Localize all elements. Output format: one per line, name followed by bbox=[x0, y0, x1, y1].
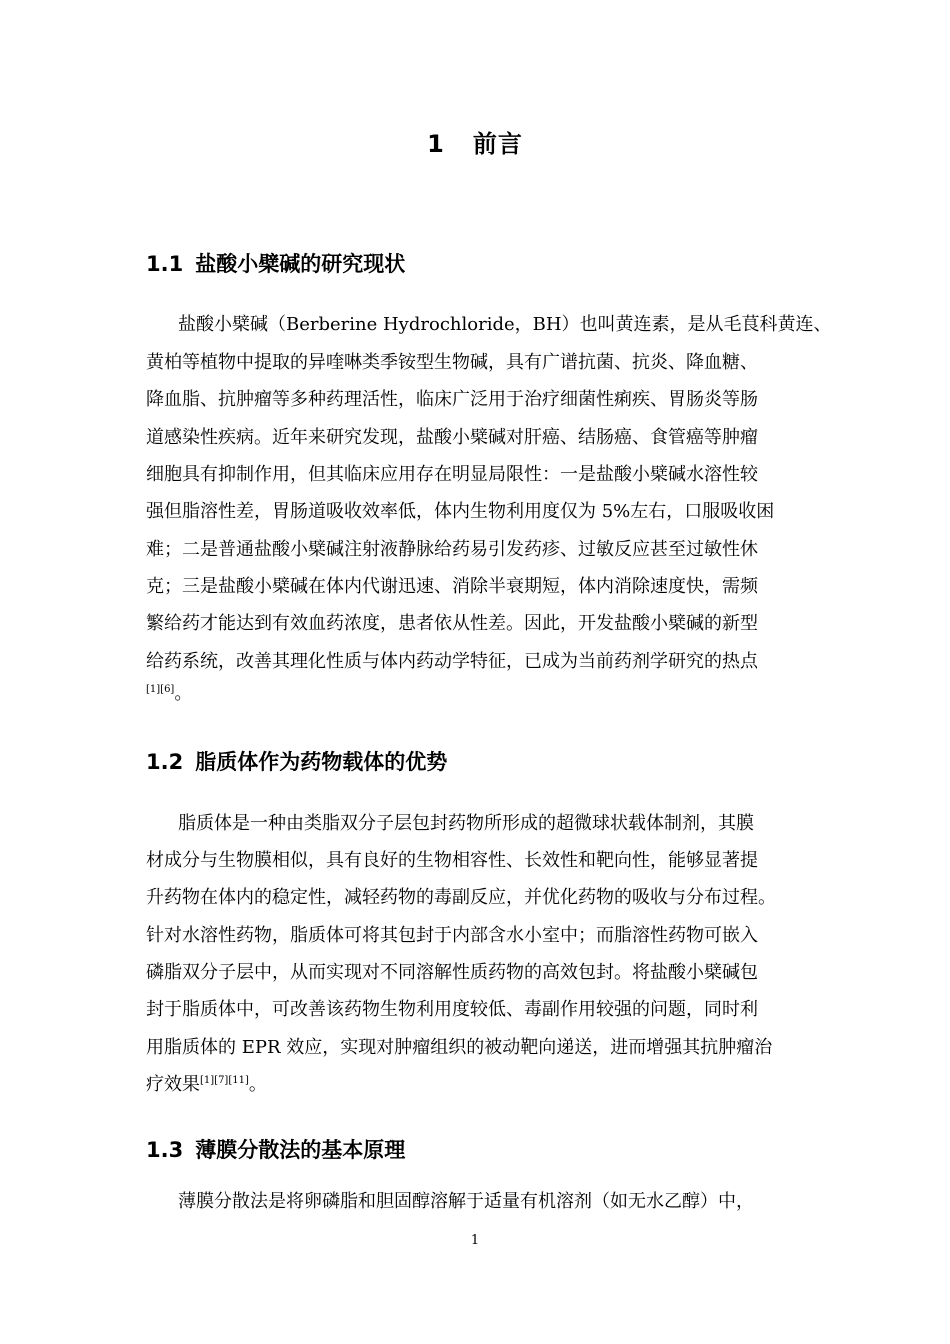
paragraph-line: 给药系统，改善其理化性质与体内药动学特征，已成为当前药剂学研究的热点 bbox=[146, 651, 758, 672]
paragraph-line: 用脂质体的 EPR 效应，实现对肿瘤组织的被动靶向递送，进而增强其抗肿瘤治 bbox=[146, 1037, 773, 1058]
paragraph-line: 封于脂质体中，可改善该药物生物利用度较低、毒副作用较强的问题，同时利 bbox=[146, 999, 758, 1020]
paragraph-line-last: [1][6]。 bbox=[146, 683, 193, 704]
section-heading-1-1 bbox=[146, 248, 405, 278]
chapter-title: 前言 bbox=[472, 130, 523, 158]
section-heading-1-2 bbox=[146, 746, 447, 776]
section-title: 脂质体作为药物载体的优势 bbox=[195, 750, 448, 774]
chapter-number: 1 bbox=[427, 130, 445, 158]
section-number: 1.3 bbox=[146, 1138, 184, 1162]
section-title: 薄膜分散法的基本原理 bbox=[195, 1138, 406, 1162]
paragraph-line: 薄膜分散法是将卵磷脂和胆固醇溶解于适量有机溶剂（如无水乙醇）中， bbox=[178, 1191, 754, 1212]
paragraph-line: 盐酸小檗碱（Berberine Hydrochloride，BH）也叫黄连素，是从毛茛科黄连、 bbox=[178, 314, 832, 335]
paragraph-line: 克；三是盐酸小檗碱在体内代谢迅速、消除半衰期短，体内消除速度快，需频 bbox=[146, 576, 758, 597]
paragraph-line: 细胞具有抑制作用，但其临床应用存在明显局限性：一是盐酸小檗碱水溶性较 bbox=[146, 464, 758, 485]
paragraph-line: 强但脂溶性差，胃肠道吸收效率低，体内生物利用度仅为 5%左右，口服吸收困 bbox=[146, 501, 775, 522]
paragraph-line: 道感染性疾病。近年来研究发现，盐酸小檗碱对肝癌、结肠癌、食管癌等肿瘤 bbox=[146, 427, 758, 448]
paragraph-line-last: 疗效果[1][7][11]。 bbox=[146, 1074, 267, 1095]
paragraph-line: 升药物在体内的稳定性，减轻药物的毒副反应，并优化药物的吸收与分布过程。 bbox=[146, 887, 776, 908]
page-number: 1 bbox=[470, 1233, 480, 1248]
paragraph-line: 材成分与生物膜相似，具有良好的生物相容性、长效性和靶向性，能够显著提 bbox=[146, 850, 758, 871]
section-title: 盐酸小檗碱的研究现状 bbox=[195, 252, 406, 276]
section-number: 1.1 bbox=[146, 252, 184, 276]
section-number: 1.2 bbox=[146, 750, 184, 774]
paragraph-line: 脂质体是一种由类脂双分子层包封药物所形成的超微球状载体制剂，其膜 bbox=[178, 813, 754, 834]
citation: [1][6] bbox=[146, 684, 175, 695]
paragraph-line: 针对水溶性药物，脂质体可将其包封于内部含水小室中；而脂溶性药物可嵌入 bbox=[146, 925, 758, 946]
paragraph-line: 难；二是普通盐酸小檗碱注射液静脉给药易引发药疹、过敏反应甚至过敏性休 bbox=[146, 539, 758, 560]
citation: [1][7][11] bbox=[200, 1075, 249, 1086]
paragraph-line: 磷脂双分子层中，从而实现对不同溶解性质药物的高效包封。将盐酸小檗碱包 bbox=[146, 962, 758, 983]
paragraph-line: 繁给药才能达到有效血药浓度，患者依从性差。因此，开发盐酸小檗碱的新型 bbox=[146, 613, 758, 634]
paragraph-line: 降血脂、抗肿瘤等多种药理活性，临床广泛用于治疗细菌性痢疾、胃肠炎等肠 bbox=[146, 389, 758, 410]
paragraph-line: 黄柏等植物中提取的异喹啉类季铵型生物碱，具有广谱抗菌、抗炎、降血糖、 bbox=[146, 352, 758, 373]
section-heading-1-3 bbox=[146, 1134, 405, 1164]
chapter-heading bbox=[0, 124, 950, 159]
